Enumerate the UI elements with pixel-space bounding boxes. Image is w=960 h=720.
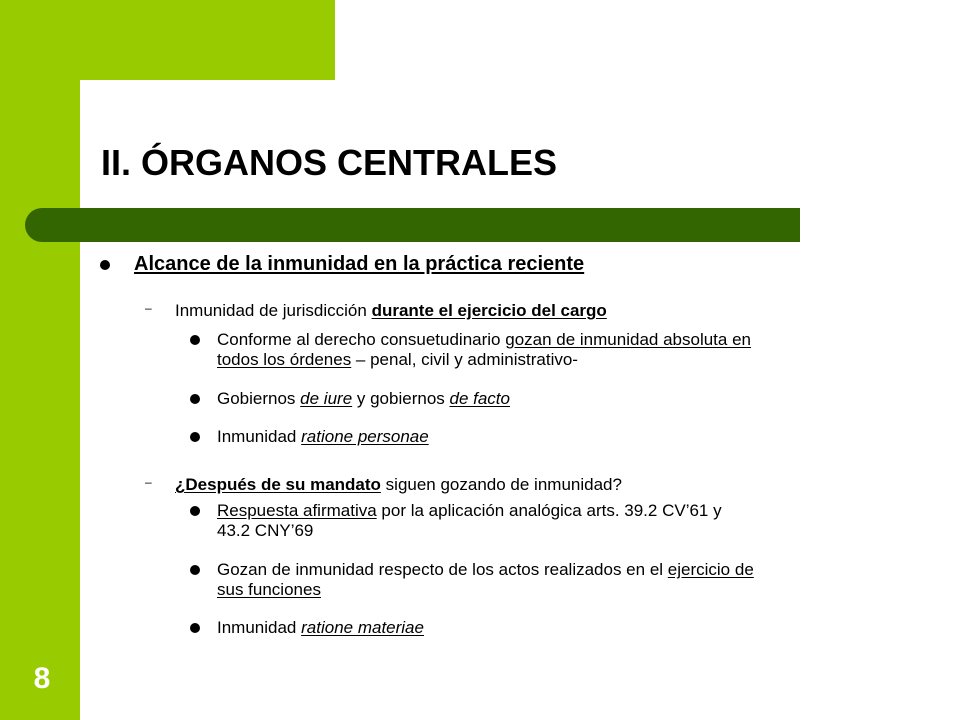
bullet-underlined-text: ejercicio de bbox=[667, 560, 754, 579]
bullet-text: Gozan de inmunidad respecto de los actos realizados en el bbox=[217, 560, 668, 579]
slide-number: 8 bbox=[33, 662, 51, 695]
bullet-italic-text: de facto bbox=[449, 389, 510, 408]
bullet-text: Inmunidad bbox=[217, 427, 302, 446]
bullet-underlined-text: gozan de inmunidad absoluta en bbox=[505, 330, 751, 349]
bullet-text: Conforme al derecho consuetudinario bbox=[217, 330, 506, 349]
bullet-text: 43.2 CNY’69 bbox=[217, 521, 314, 540]
slide-title: II. ÓRGANOS CENTRALES bbox=[101, 142, 558, 183]
bullet-dot bbox=[190, 565, 200, 575]
section-1-lead: Inmunidad de jurisdicción bbox=[175, 301, 372, 320]
bullet-dot bbox=[190, 394, 200, 404]
bullet-text: por la aplicación analógica arts. 39.2 CV’61 y bbox=[376, 501, 722, 520]
bullet-underlined-text: todos los órdenes bbox=[217, 350, 352, 369]
main-bullet-text: Alcance de la inmunidad en la práctica reciente bbox=[134, 253, 585, 275]
bullet-underlined-text: Respuesta afirmativa bbox=[217, 501, 377, 520]
bullet-dot bbox=[190, 623, 200, 633]
dash-marker: – bbox=[145, 301, 152, 315]
dash-marker: – bbox=[145, 475, 152, 489]
bullet-text: y gobiernos bbox=[352, 389, 450, 408]
bullet-italic-text: de iure bbox=[300, 389, 353, 408]
section-1-emphasis: durante el ejercicio del cargo bbox=[371, 301, 607, 320]
bullet-dot bbox=[100, 260, 110, 270]
bullet-dot bbox=[190, 506, 200, 516]
bullet-dot bbox=[190, 432, 200, 442]
bullet-dot bbox=[190, 335, 200, 345]
bullet-text: Gobiernos bbox=[217, 389, 301, 408]
bullet-italic-text: ratione materiae bbox=[301, 618, 424, 637]
bullet-text: Inmunidad bbox=[217, 618, 302, 637]
bullet-text: – penal, civil y administrativo- bbox=[351, 350, 578, 369]
bullet-underlined-text: sus funciones bbox=[217, 580, 321, 599]
section-2-question: siguen gozando de inmunidad? bbox=[380, 475, 622, 494]
section-2-lead: ¿Después de su mandato bbox=[175, 475, 381, 494]
bullet-italic-text: ratione personae bbox=[301, 427, 429, 446]
